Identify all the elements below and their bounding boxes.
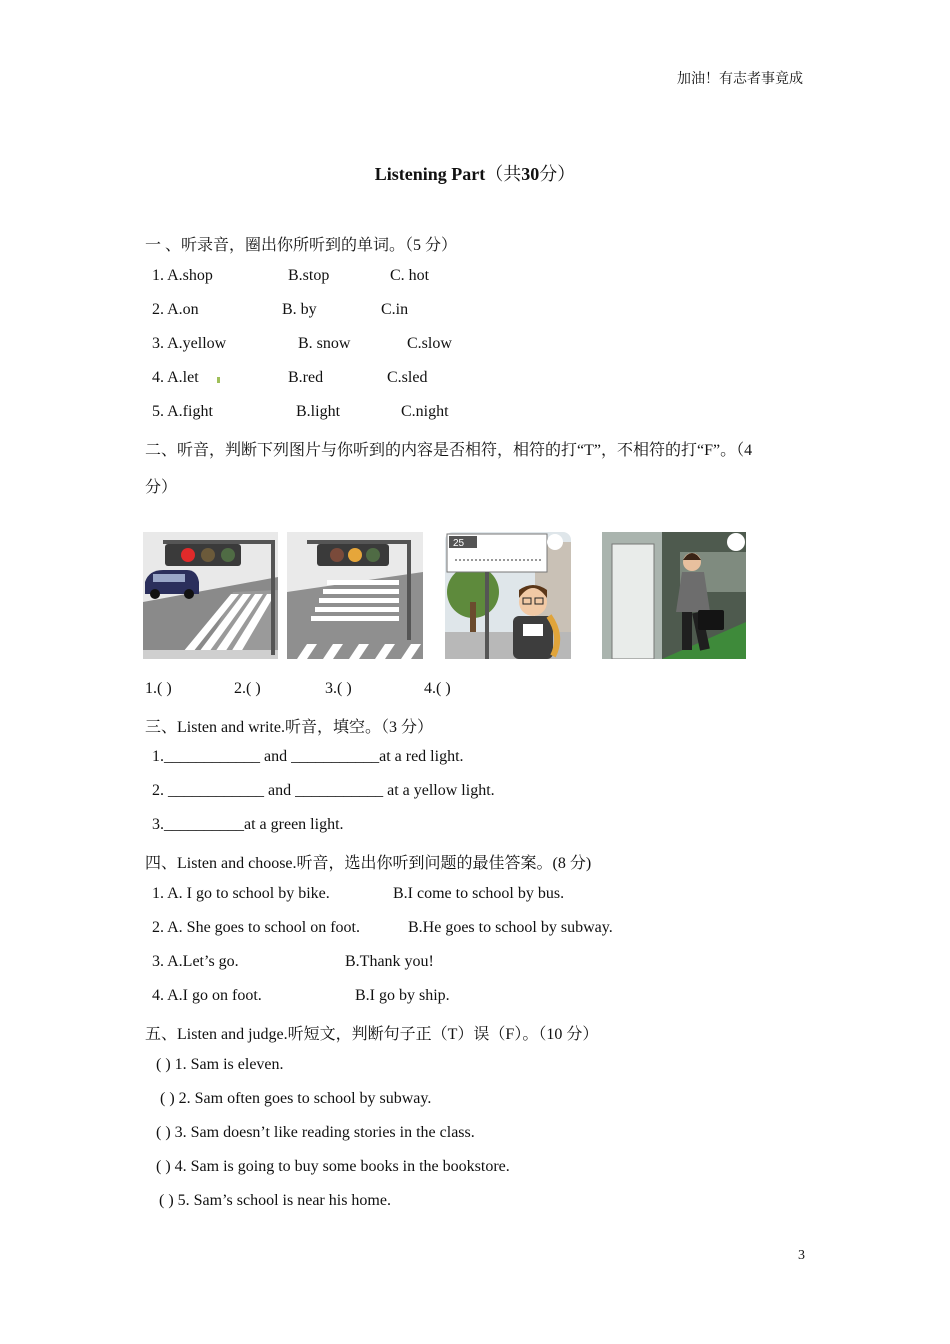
choice-b[interactable]: B.He goes to school by subway.	[408, 919, 613, 936]
answer-blank-2[interactable]: 2.( )	[234, 680, 261, 697]
choice-a[interactable]: 2. A. She goes to school on foot.	[152, 919, 360, 936]
choice-b[interactable]: B.I come to school by bus.	[393, 885, 565, 902]
section3-heading: 三、Listen and write.听音，填空。（3 分）	[145, 719, 433, 736]
choice-a[interactable]: 4. A.I go on foot.	[152, 987, 262, 1004]
choice-b[interactable]: B.Thank you!	[345, 953, 434, 970]
option-c: C.night	[401, 403, 449, 420]
answer-blank-1[interactable]: 1.( )	[145, 680, 172, 697]
bus-stop-boy-picture	[445, 532, 571, 659]
title-points: 30	[521, 164, 540, 184]
header-motto: 加油！有志者事竟成	[677, 72, 803, 87]
choice-a[interactable]: 3. A.Let’s go.	[152, 953, 239, 970]
fill-blank-line-2[interactable]: 2. ____________ and ___________ at a yellow light.	[152, 782, 495, 799]
section2-heading: 二、听音，判断下列图片与你听到的内容是否相符，相符的打“T”，不相符的打“F”。（4	[145, 442, 753, 459]
title-suffix: （共	[485, 164, 522, 184]
svg-text:25: 25	[453, 538, 465, 549]
option-a: 5. A.fight	[152, 403, 213, 420]
answer-blank-4[interactable]: 4.( )	[424, 680, 451, 697]
section2-heading-cont: 分）	[145, 479, 178, 496]
judge-item-1[interactable]: ( ) 1. Sam is eleven.	[156, 1056, 284, 1073]
judge-item-4[interactable]: ( ) 4. Sam is going to buy some books in the bookstore.	[156, 1158, 510, 1175]
green-mark	[217, 377, 220, 383]
subway-man-picture	[602, 532, 746, 659]
judge-item-3[interactable]: ( ) 3. Sam doesn’t like reading stories in the class.	[156, 1124, 475, 1141]
option-b: B.light	[296, 403, 341, 420]
option-b: B. snow	[298, 335, 351, 352]
option-c: C.sled	[387, 369, 428, 386]
page-number: 3	[798, 1248, 805, 1263]
traffic-light-yellow-picture	[287, 532, 423, 659]
judge-item-5[interactable]: ( ) 5. Sam’s school is near his home.	[159, 1192, 391, 1209]
section5-heading: 五、Listen and judge.听短文，判断句子正（T）误（F）。（10 分）	[145, 1026, 599, 1043]
title-unit: 分）	[539, 164, 576, 184]
section4-heading: 四、Listen and choose.听音，选出你听到问题的最佳答案。(8 分)	[145, 855, 592, 872]
option-b: B.red	[288, 369, 324, 386]
page-title	[0, 160, 950, 186]
option-b: B.stop	[288, 267, 330, 284]
answer-blank-3[interactable]: 3.( )	[325, 680, 352, 697]
option-a: 1. A.shop	[152, 267, 213, 284]
option-a: 4. A.let	[152, 369, 199, 386]
judge-item-2[interactable]: ( ) 2. Sam often goes to school by subway.	[160, 1090, 432, 1107]
option-c: C.in	[381, 301, 409, 318]
choice-a[interactable]: 1. A. I go to school by bike.	[152, 885, 330, 902]
option-c: C. hot	[390, 267, 430, 284]
title-main: Listening Part	[374, 164, 486, 184]
option-b: B. by	[282, 301, 317, 318]
option-a: 2. A.on	[152, 301, 199, 318]
section1-heading: 一 、听录音，圈出你所听到的单词。（5 分）	[145, 237, 458, 254]
traffic-light-red-picture	[143, 532, 278, 659]
option-c: C.slow	[407, 335, 452, 352]
fill-blank-line-1[interactable]: 1.____________ and ___________at a red light.	[152, 748, 464, 765]
option-a: 3. A.yellow	[152, 335, 227, 352]
choice-b[interactable]: B.I go by ship.	[355, 987, 450, 1004]
fill-blank-line-3[interactable]: 3.__________at a green light.	[152, 816, 344, 833]
